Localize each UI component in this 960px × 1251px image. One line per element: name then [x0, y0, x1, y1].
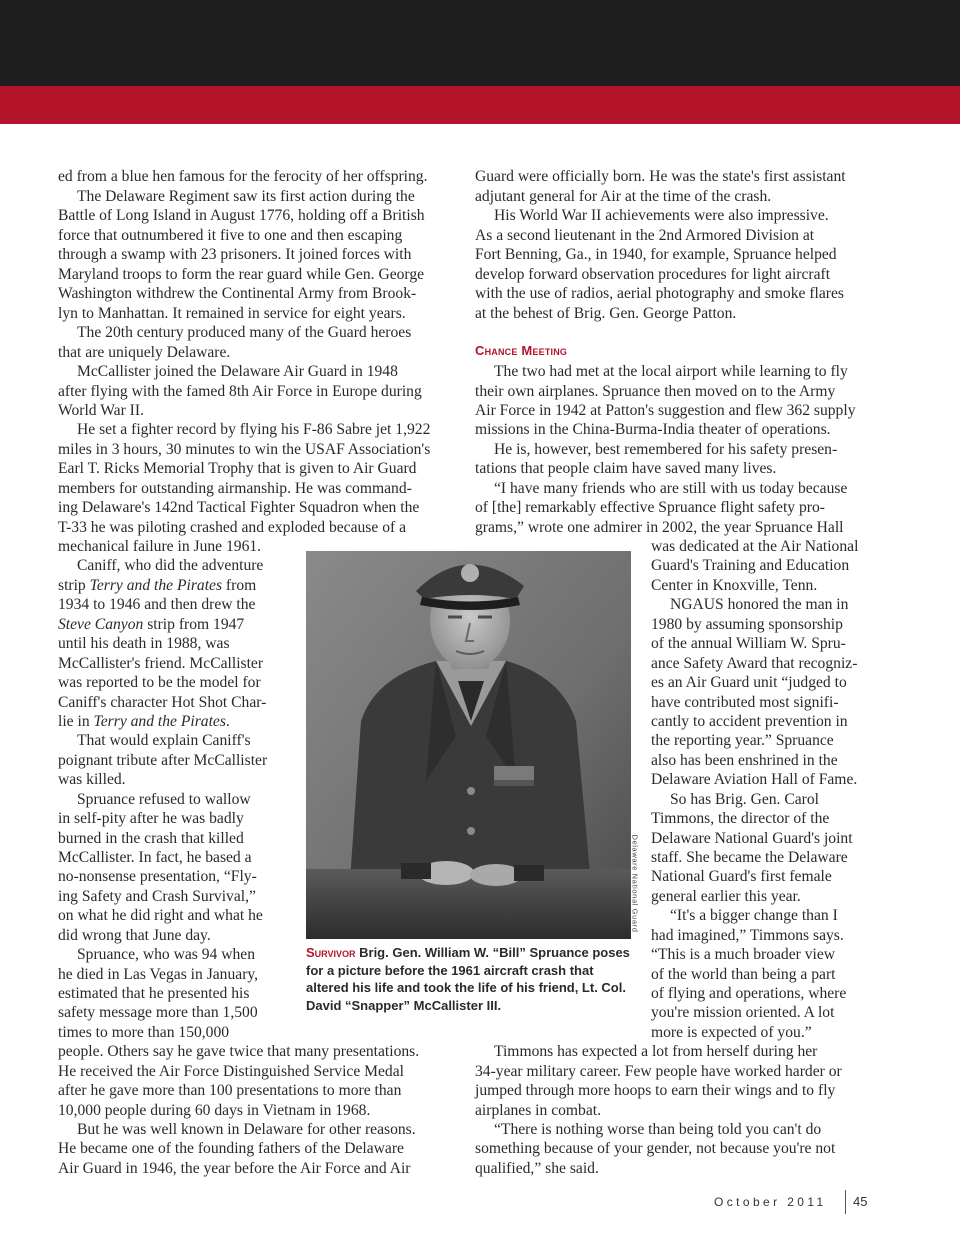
right-line: National Guard's first female	[651, 868, 832, 885]
left-line: But he was well known in Delaware for other reasons.	[77, 1121, 416, 1138]
left-line: McCallister's friend. McCallister	[58, 655, 264, 672]
issue-date: October 2011	[714, 1195, 827, 1209]
left-line: Maryland troops to form the rear guard while Gen. George	[58, 266, 425, 283]
left-line: no-nonsense presentation, “Fly-	[58, 868, 257, 885]
left-line: ing Safety and Crash Survival,”	[58, 888, 256, 905]
left-line: Spruance, who was 94 when	[77, 946, 255, 963]
right-line: Delaware Aviation Hall of Fame.	[651, 771, 858, 788]
right-line: Air Force in 1942 at Patton's suggestion and flew 362 supply	[475, 402, 856, 419]
right-line: “It's a bigger change than I	[670, 907, 838, 924]
left-line-text: strip from 1947	[143, 616, 245, 633]
right-line: develop forward observation procedures for light aircraft	[475, 266, 831, 283]
right-line: His World War II achievements were also impressive.	[494, 207, 829, 224]
top-red-band	[0, 86, 960, 124]
left-line: was reported to be the model for	[58, 674, 261, 691]
left-line: he died in Las Vegas in January,	[58, 966, 259, 983]
right-line: staff. She became the Delaware	[651, 849, 848, 866]
right-line: Delaware National Guard's joint	[651, 830, 853, 847]
portrait-photo	[306, 551, 631, 939]
left-line: The Delaware Regiment saw its first action during the	[77, 188, 415, 205]
photo-credit	[629, 836, 641, 940]
left-line: that are uniquely Delaware.	[58, 344, 231, 361]
left-line: 10,000 people during 60 days in Vietnam in 1968.	[58, 1102, 371, 1119]
right-line: Fort Benning, Ga., in 1940, for example, Spruance helped	[475, 246, 837, 263]
left-line: Battle of Long Island in August 1776, holding off a British	[58, 207, 425, 224]
right-line: general earlier this year.	[651, 888, 801, 905]
right-line: Timmons, the director of the	[651, 810, 830, 827]
right-line: Guard were officially born. He was the state's first assistant	[475, 168, 846, 185]
left-line	[58, 615, 244, 635]
right-line: adjutant general for Air at the time of the crash.	[475, 188, 772, 205]
left-line: lyn to Manhattan. It remained in service for eight years.	[58, 305, 406, 322]
left-line: That would explain Caniff's	[77, 732, 251, 749]
right-line: tations that people claim have saved many lives.	[475, 460, 777, 477]
right-line: also has been enshrined in the	[651, 752, 838, 769]
comic-title: Terry and the Pirates	[89, 577, 223, 594]
left-line-text: .	[225, 713, 230, 730]
left-line: did wrong that June day.	[58, 927, 211, 944]
right-line: 1980 by assuming sponsorship	[651, 616, 843, 633]
right-line: “I have many friends who are still with us today because	[494, 480, 848, 497]
left-line: World War II.	[58, 402, 144, 419]
left-line: times to more than 150,000	[58, 1024, 230, 1041]
left-line: He became one of the founding fathers of the Delaware	[58, 1140, 404, 1157]
right-line: more is expected of you.”	[651, 1024, 812, 1041]
right-line: grams,” wrote one admirer in 2002, the year Spruance Hall	[475, 519, 844, 536]
page-number: 45	[853, 1194, 868, 1209]
right-line: at the behest of Brig. Gen. George Patton.	[475, 305, 737, 322]
right-line: Guard's Training and Education	[651, 557, 850, 574]
caption-lead: Survivor	[306, 945, 356, 960]
left-line: miles in 3 hours, 30 minutes to win the USAF Association's	[58, 441, 431, 458]
right-line: Center in Knoxville, Tenn.	[651, 577, 818, 594]
right-line: Timmons has expected a lot from herself during her	[494, 1043, 818, 1060]
right-line: 34-year military career. Few people have worked harder or	[475, 1063, 842, 1080]
right-line: es an Air Guard unit “judged to	[651, 674, 847, 691]
left-line-text: lie in	[58, 713, 94, 730]
right-line: missions in the China-Burma-India theater of operations.	[475, 421, 831, 438]
left-line: ing Delaware's 142nd Tactical Fighter Squadron when the	[58, 499, 420, 516]
left-line: The 20th century produced many of the Guard heroes	[77, 324, 412, 341]
left-line: estimated that he presented his	[58, 985, 250, 1002]
left-line: He set a fighter record by flying his F-86 Sabre jet 1,922	[77, 421, 431, 438]
photo-credit-text: Delaware National Guard	[630, 834, 640, 933]
right-line: the reporting year.” Spruance	[651, 732, 834, 749]
left-line: through a swamp with 23 prisoners. It joined forces with	[58, 246, 412, 263]
right-line: of the world than being a part	[651, 966, 836, 983]
right-line: jumped through more hoops to earn their wings and to fly	[475, 1082, 836, 1099]
left-line: mechanical failure in June 1961.	[58, 538, 262, 555]
left-line: Spruance refused to wallow	[77, 791, 251, 808]
right-line: you're mission oriented. A lot	[651, 1004, 835, 1021]
right-line: their own airplanes. Spruance then moved on to the Army	[475, 383, 836, 400]
left-line: after he gave more than 100 presentations to more than	[58, 1082, 402, 1099]
footer-divider	[845, 1190, 846, 1214]
right-line: airplanes in combat.	[475, 1102, 602, 1119]
right-line: cantly to accident prevention in	[651, 713, 848, 730]
left-line: safety message more than 1,500	[58, 1004, 258, 1021]
caption-text: Brig. Gen. William W. “Bill” Spruance poses for a picture before the 1961 aircraft crash that altered his life and took the life of his friend, Lt. Col. David “Snapper” McCallister III.	[306, 945, 630, 1013]
portrait-illustration	[306, 551, 631, 939]
left-line	[58, 576, 256, 596]
left-line: He received the Air Force Distinguished Service Medal	[58, 1063, 404, 1080]
left-line: McCallister. In fact, he based a	[58, 849, 252, 866]
left-line-text: from	[222, 577, 257, 594]
left-line: Washington withdrew the Continental Army from Brook-	[58, 285, 417, 302]
left-line: Earl T. Ricks Memorial Trophy that is given to Air Guard	[58, 460, 417, 477]
right-line: He is, however, best remembered for his safety presen-	[494, 441, 838, 458]
right-line: of [the] remarkably effective Spruance flight safety pro-	[475, 499, 825, 516]
left-line: T-33 he was piloting crashed and exploded because of a	[58, 519, 407, 536]
left-line: in self-pity after he was badly	[58, 810, 244, 827]
comic-title: Terry and the Pirates	[93, 713, 226, 730]
right-line: had imagined,” Timmons says.	[651, 927, 844, 944]
left-line: poignant tribute after McCallister	[58, 752, 268, 769]
left-line: Air Guard in 1946, the year before the Air Force and Air	[58, 1160, 411, 1177]
right-line: The two had met at the local airport while learning to fly	[494, 363, 848, 380]
section-heading: Chance Meeting	[475, 343, 568, 358]
right-line: So has Brig. Gen. Carol	[670, 791, 819, 808]
left-line: 1934 to 1946 and then drew the	[58, 596, 256, 613]
right-line: with the use of radios, aerial photography and smoke flares	[475, 285, 844, 302]
right-line: have contributed most signifi-	[651, 694, 839, 711]
left-line: people. Others say he gave twice that many presentations.	[58, 1043, 420, 1060]
right-line: of the annual William W. Spru-	[651, 635, 846, 652]
top-dark-band	[0, 0, 960, 86]
right-line: qualified,” she said.	[475, 1160, 599, 1177]
left-line: force that outnumbered it five to one and then escaping	[58, 227, 403, 244]
right-line: “There is nothing worse than being told you can't do	[494, 1121, 822, 1138]
right-line: something because of your gender, not because you're not	[475, 1140, 836, 1157]
right-line: NGAUS honored the man in	[670, 596, 849, 613]
left-line: on what he did right and what he	[58, 907, 263, 924]
right-line: “This is a much broader view	[651, 946, 836, 963]
right-line: was dedicated at the Air National	[651, 538, 859, 555]
left-line: ed from a blue hen famous for the ferocity of her offspring.	[58, 168, 428, 185]
left-line: burned in the crash that killed	[58, 830, 244, 847]
left-line: until his death in 1988, was	[58, 635, 230, 652]
right-line: ance Safety Award that recogniz-	[651, 655, 858, 672]
left-line: after flying with the famed 8th Air Force in Europe during	[58, 383, 422, 400]
left-line-text: strip	[58, 577, 90, 594]
right-line: of flying and operations, where	[651, 985, 847, 1002]
photo-caption	[306, 944, 636, 1014]
left-line: members for outstanding airmanship. He was command-	[58, 480, 412, 497]
left-line: was killed.	[58, 771, 126, 788]
left-line	[58, 712, 230, 732]
comic-title: Steve Canyon	[58, 616, 144, 633]
left-line: Caniff's character Hot Shot Char-	[58, 694, 267, 711]
left-line: McCallister joined the Delaware Air Guard in 1948	[77, 363, 398, 380]
right-line: As a second lieutenant in the 2nd Armored Division at	[475, 227, 815, 244]
left-line: Caniff, who did the adventure	[77, 557, 264, 574]
